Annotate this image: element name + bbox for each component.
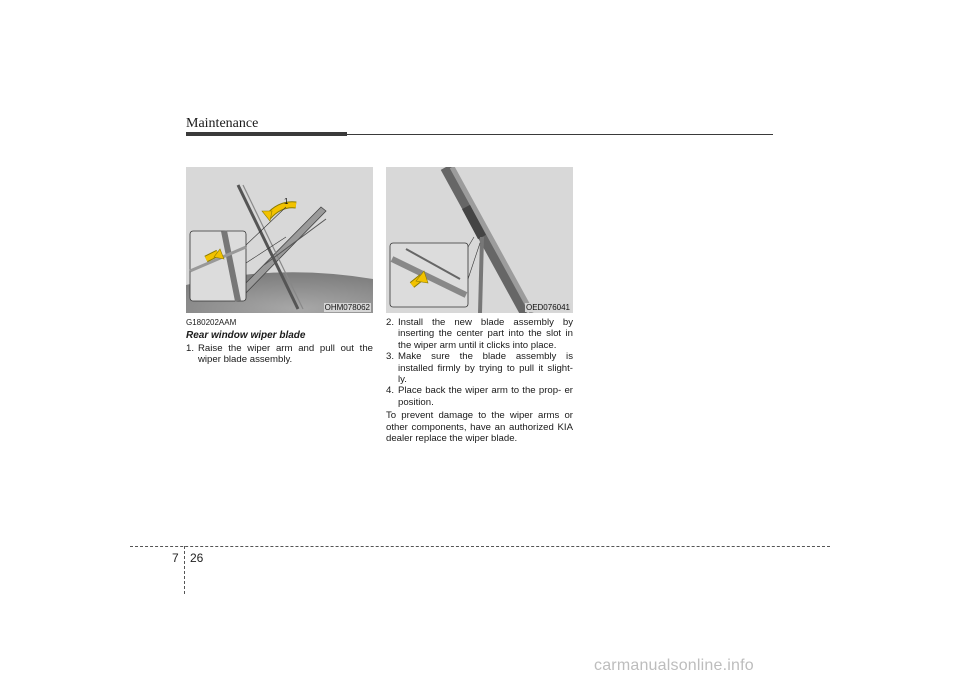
step-item bbox=[386, 351, 573, 385]
figure-code: OHM078062 bbox=[324, 303, 370, 312]
header-rule-thin bbox=[347, 134, 773, 135]
callout-number: 1 bbox=[284, 197, 289, 206]
section-code: G180202AAM bbox=[186, 318, 237, 327]
step-number: 4. bbox=[386, 385, 395, 397]
page-header-title: Maintenance bbox=[186, 116, 259, 131]
step-item bbox=[186, 343, 373, 366]
footer-divider bbox=[130, 546, 830, 547]
right-column bbox=[386, 317, 573, 444]
wiper-illustration-2 bbox=[386, 167, 573, 313]
chapter-number: 7 bbox=[172, 551, 179, 565]
watermark-text: carmanualsonline.info bbox=[594, 657, 754, 674]
caution-note: To prevent damage to the wiper arms or other components, have an authorized KIA dealer replace the wiper blade. bbox=[386, 410, 573, 445]
step-item bbox=[386, 385, 573, 408]
header-rule-thick bbox=[186, 132, 347, 136]
step-text: Install the new blade assembly by inserting the center part into the slot in the wiper arm until it clicks into place. bbox=[398, 317, 573, 351]
footer-vertical-divider bbox=[184, 546, 185, 594]
step-text: Place back the wiper arm to the prop- er position. bbox=[398, 385, 573, 408]
step-item bbox=[386, 317, 573, 351]
page-number: 26 bbox=[190, 551, 204, 565]
figure-code: OED076041 bbox=[525, 303, 570, 312]
wiper-illustration-1 bbox=[186, 167, 373, 313]
step-number: 2. bbox=[386, 317, 395, 328]
left-column bbox=[186, 317, 373, 366]
figure-remove-blade bbox=[186, 167, 373, 313]
step-text: Make sure the blade assembly is installed firmly by trying to pull it slight- ly. bbox=[398, 351, 573, 386]
step-number: 3. bbox=[386, 351, 395, 363]
step-text: Raise the wiper arm and pull out the wiper blade assembly. bbox=[198, 342, 373, 366]
section-heading: Rear window wiper blade bbox=[186, 330, 306, 342]
step-number: 1. bbox=[186, 342, 195, 354]
figure-install-blade bbox=[386, 167, 573, 313]
